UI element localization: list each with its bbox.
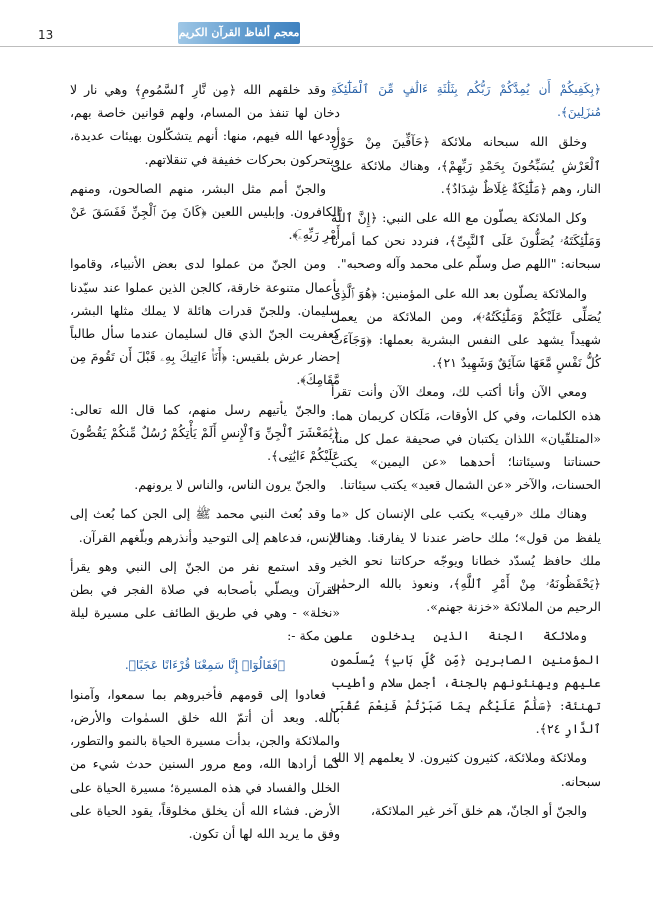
body-paragraph: وهناك ملك «رقيب» يكتب على الإنسان كل «ما يلفظ من قول»؛ ملك حاضر عندنا لا يفارقنا. وهناك ملك حافظ يُسدّد خطانا ويوجّه حركاتنا نحو الخير ﴿يَحْفَظُونَهُۥ مِنْ أَمْرِ ٱللَّهِ﴾، ونعوذ بالله الرحمٰن الرحيم من الملائكة «خزنة جهنم». [331, 506, 601, 615]
page-header [0, 14, 653, 64]
body-paragraph: والملائكة يصلّون بعد الله على المؤمنين: ﴿هُوَ ٱلَّذِى يُصَلِّى عَلَيْكُمْ وَمَلَٰٓئِكَتُهُۥ﴾، ومن الملائكة من يعمل شهيداً يشهد على النفس البشرية بعملها: ﴿وَجَآءَتْ كُلُّ نَفْسٍ مَّعَهَا سَآئِقٌ وَشَهِيدٌ ٢١﴾. [331, 285, 601, 371]
body-paragraph: والجنّ أمم مثل البشر، منهم الصالحون، ومنهم الكافرون. وإبليس اللعين ﴿كَانَ مِنَ ٱلْجِنِّ فَفَسَقَ عَنْ أَمْرِ رَبِّهِۦٓ﴾. [70, 180, 340, 243]
body-paragraph: وقد استمع نفر من الجنّ إلى النبي وهو يقرأ القرآن ويصلّي بأصحابه في صلاة الفجر في بطن «نخلة» - وهي في طريق الطائف على مسيرة ليلة من مكة -: [70, 558, 340, 644]
body-paragraph: وخلق الله سبحانه ملائكة ﴿حَآفِّينَ مِنْ حَوْلِ ٱلْعَرْشِ يُسَبِّحُونَ بِحَمْدِ رَبِّهِمْ﴾، وهناك ملائكة على النار، وهم ﴿مَلَٰٓئِكَةٌ غِلَاظٌ شِدَادٌ﴾. [331, 134, 601, 196]
left-column [70, 78, 340, 851]
body-paragraph: وقد خلقهم الله ﴿مِن نَّارِ ٱلسَّمُومِ﴾ وهي نار لا دخان لها تنفذ من المسام، ولهم قوانين خاصة بهم، أودعها الله فيهم، منها: أنهم يتشكّلون بهيئات عديدة، ويتحركون بحركات خفيفة في تنقلاتهم. [70, 82, 340, 167]
header-divider [0, 46, 653, 47]
quran-verse-paragraph: ﴿بِكَفِيكُمْ أَن يُمِدَّكُمْ رَبُّكُم بِثَلَٰثَةِ ءَالَٰفٍ مِّنَ ٱلْمَلَٰٓئِكَةِ مُنزَلِينَ﴾. [331, 82, 601, 120]
body-paragraph: وملائكة وملائكة، كثيرون كثيرون. لا يعلمهم إلا الله سبحانه. [331, 750, 601, 789]
book-title-banner: معجم ألفاظ القرآن الكريم [178, 22, 300, 44]
page-number: 13 [38, 28, 54, 42]
body-paragraph: وكل الملائكة يصلّون مع الله على النبي: ﴿إِنَّ ٱللَّهَ وَمَلَٰٓئِكَتَهُۥ يُصَلُّونَ عَلَى ٱلنَّبِىِّ﴾، فنردد نحن كما أمرنا سبحانه: "اللهم صل وسلّم على محمد وآله وصحبه". [331, 210, 601, 272]
quran-verse-paragraph: ﴿فَقَالُوٓا۟ إِنَّا سَمِعْنَا قُرْءَانًا عَجَبًا﴾. [124, 657, 286, 672]
body-paragraph: والجنّ أو الجانّ، هم خلق آخر غير الملائكة، [370, 802, 587, 818]
body-paragraph: فعادوا إلى قومهم فأخبروهم بما سمعوا، وآمنوا بالله. وبعد أن أتمّ الله خلق السمٰوات والأرض، والملائكة والجن، بدأت مسيرة الحياة بالنمو والتطور، كما أرادها الله، ومع مرور السنين حدث شيء من الخلل والفساد في هذه المسيرة؛ مسيرة الحياة على الأرض. فشاء الله أن يخلق مخلوقاً، يقود الحياة على وفق ما يريد الله لها أن تكون. [70, 686, 340, 842]
body-paragraph: والجنّ يأتيهم رسل منهم، كما قال الله تعالى: ﴿يَٰمَعْشَرَ ٱلْجِنِّ وَٱلْإِنسِ أَلَمْ يَأْتِكُمْ رُسُلٌ مِّنكُمْ يَقُصُّونَ عَلَيْكُمْ ءَايَٰتِى﴾. [70, 401, 340, 464]
body-paragraph: وملائكة الجنة الذين يدخلون على المؤمنين الصابرين ﴿مِّن كُلِّ بَابٍ﴾ يُسلّمون عليهم ويهنئونهم بالجنة، أجمل سلام وأطيب تهنئة: ﴿سَلَٰمٌ عَلَيْكُم بِمَا صَبَرْتُمْ فَنِعْمَ عُقْبَى ٱلدَّارِ ٢٤﴾. [331, 628, 601, 737]
body-paragraph: ومن الجنّ من عملوا لدى بعض الأنبياء، وقاموا بأعمال متنوعة خارقة، كالجن الذين عملوا عند سيّدنا سليمان. وللجنّ قدرات هائلة لا يملك مثلها البشر، كعفريت الجنّ الذي قال لسليمان عندما سأل طالباً إحضار عرش بلقيس: ﴿أَنَا۠ ءَاتِيكَ بِهِۦ قَبْلَ أَن تَقُومَ مِن مَّقَامِكَ﴾. [70, 256, 340, 388]
body-paragraph: ومعي الآن وأنا أكتب لك، ومعك الآن وأنت تقرأ هذه الكلمات، وفي كل الأوقات، مَلَكان كريمان هما: «المتلقّيان» اللذان يكتبان في صحيفة عمل كل منا، حسناتنا وسيئاتنا؛ أحدهما «عن اليمين» يكتب الحسنات، والآخر «عن الشمال قعيد» يكتب سيئاتنا. [331, 384, 601, 493]
right-column [331, 78, 601, 828]
body-paragraph: وقد بُعث النبي محمد ﷺ إلى الجن كما بُعث إلى الإنس، فدعاهم إلى التوحيد وأنذرهم وبلّغهم القرآن. [70, 506, 340, 545]
body-paragraph: والجنّ يرون الناس، والناس لا يرونهم. [134, 477, 326, 493]
